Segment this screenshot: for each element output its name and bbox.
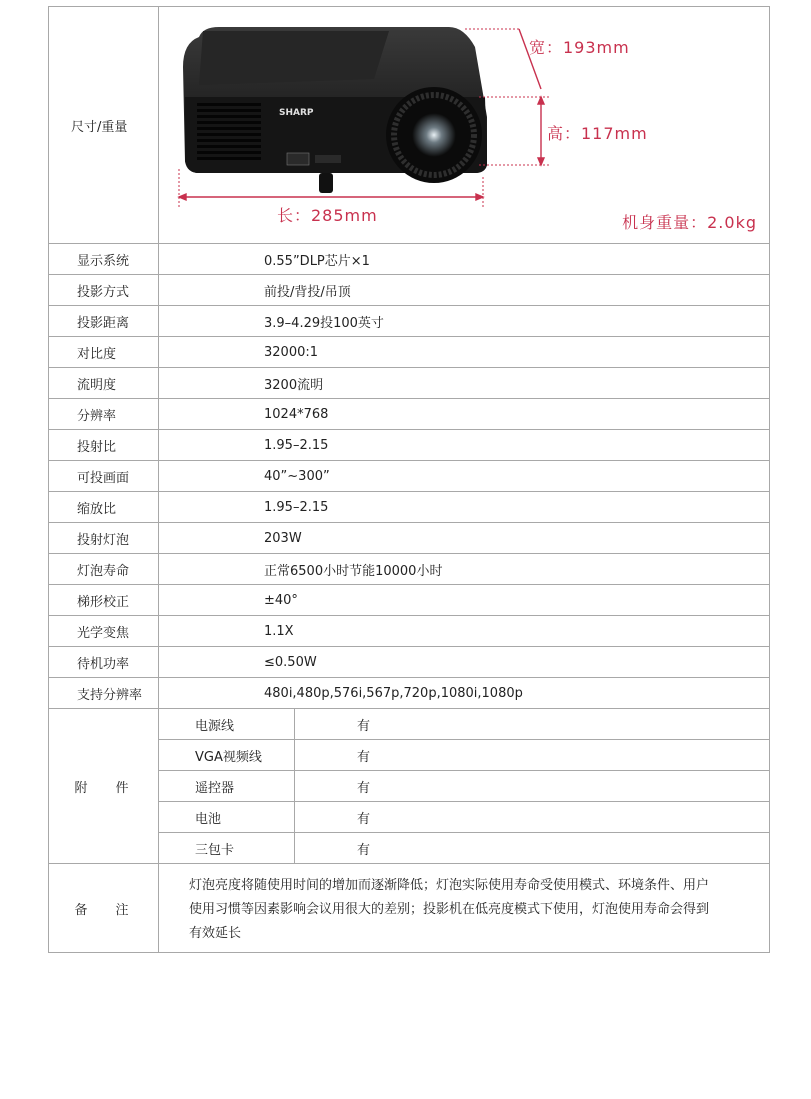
accessory-value: 有: [295, 771, 770, 802]
spec-value: 正常6500小时节能10000小时: [159, 554, 770, 585]
spec-label: 缩放比: [49, 492, 159, 523]
accessory-name: 遥控器: [159, 771, 295, 802]
spec-value: 40”~300”: [159, 461, 770, 492]
spec-label: 显示系统: [49, 244, 159, 275]
spec-sheet: [48, 6, 770, 953]
spec-label: 可投画面: [49, 461, 159, 492]
brand-logo: SHARP: [279, 108, 314, 118]
spec-row: [49, 554, 770, 585]
spec-label: 梯形校正: [49, 585, 159, 616]
spec-value: ±40°: [159, 585, 770, 616]
spec-row: [49, 337, 770, 368]
spec-label: 支持分辨率: [49, 678, 159, 709]
projector-image: [159, 7, 770, 243]
length-label: 长：285mm: [277, 206, 378, 225]
spec-value: ≤0.50W: [159, 647, 770, 678]
spec-row: [49, 492, 770, 523]
spec-value: 1.95–2.15: [159, 430, 770, 461]
spec-label: 灯泡寿命: [49, 554, 159, 585]
spec-row: [49, 306, 770, 337]
spec-label: 待机功率: [49, 647, 159, 678]
accessory-value: 有: [295, 740, 770, 771]
spec-row: [49, 461, 770, 492]
accessory-row: [49, 709, 770, 740]
remarks-label: 备注: [49, 864, 159, 953]
spec-table: [48, 6, 770, 953]
spec-value: 1024*768: [159, 399, 770, 430]
spec-row: [49, 523, 770, 554]
spec-row: [49, 678, 770, 709]
spec-value: 0.55”DLP芯片×1: [159, 244, 770, 275]
height-label: 高：117mm: [547, 124, 648, 143]
width-label: 宽：193mm: [529, 38, 630, 57]
spec-label: 投影距离: [49, 306, 159, 337]
spec-value: 3.9–4.29投100英寸: [159, 306, 770, 337]
spec-label: 分辨率: [49, 399, 159, 430]
spec-row: [49, 244, 770, 275]
weight-label: 机身重量：2.0kg: [622, 213, 757, 232]
remarks-text: 灯泡亮度将随使用时间的增加而逐渐降低；灯泡实际使用寿命受使用模式、环境条件、用户使用习惯等因素影响会议用很大的差别；投影机在低亮度模式下使用，灯泡使用寿命会得到有效延长: [159, 864, 770, 953]
accessories-label: 附件: [49, 709, 159, 864]
accessory-name: 电池: [159, 802, 295, 833]
accessory-value: 有: [295, 802, 770, 833]
accessory-name: 电源线: [159, 709, 295, 740]
spec-row: [49, 368, 770, 399]
remarks-row: [49, 864, 770, 953]
spec-label: 对比度: [49, 337, 159, 368]
spec-row: [49, 585, 770, 616]
spec-label: 光学变焦: [49, 616, 159, 647]
spec-label: 投影方式: [49, 275, 159, 306]
accessory-value: 有: [295, 709, 770, 740]
spec-row: [49, 275, 770, 306]
spec-value: 1.1X: [159, 616, 770, 647]
spec-value: 203W: [159, 523, 770, 554]
spec-label: 投射灯泡: [49, 523, 159, 554]
dimension-row: [49, 7, 770, 244]
spec-row: [49, 399, 770, 430]
dimension-label: 尺寸/重量: [49, 7, 159, 244]
accessory-name: 三包卡: [159, 833, 295, 864]
spec-row: [49, 647, 770, 678]
spec-label: 流明度: [49, 368, 159, 399]
product-photo-cell: [159, 7, 770, 244]
spec-label: 投射比: [49, 430, 159, 461]
accessory-value: 有: [295, 833, 770, 864]
spec-row: [49, 616, 770, 647]
spec-value: 480i,480p,576i,567p,720p,1080i,1080p: [159, 678, 770, 709]
spec-value: 3200流明: [159, 368, 770, 399]
accessory-name: VGA视频线: [159, 740, 295, 771]
spec-value: 前投/背投/吊顶: [159, 275, 770, 306]
spec-value: 1.95–2.15: [159, 492, 770, 523]
spec-row: [49, 430, 770, 461]
spec-value: 32000:1: [159, 337, 770, 368]
